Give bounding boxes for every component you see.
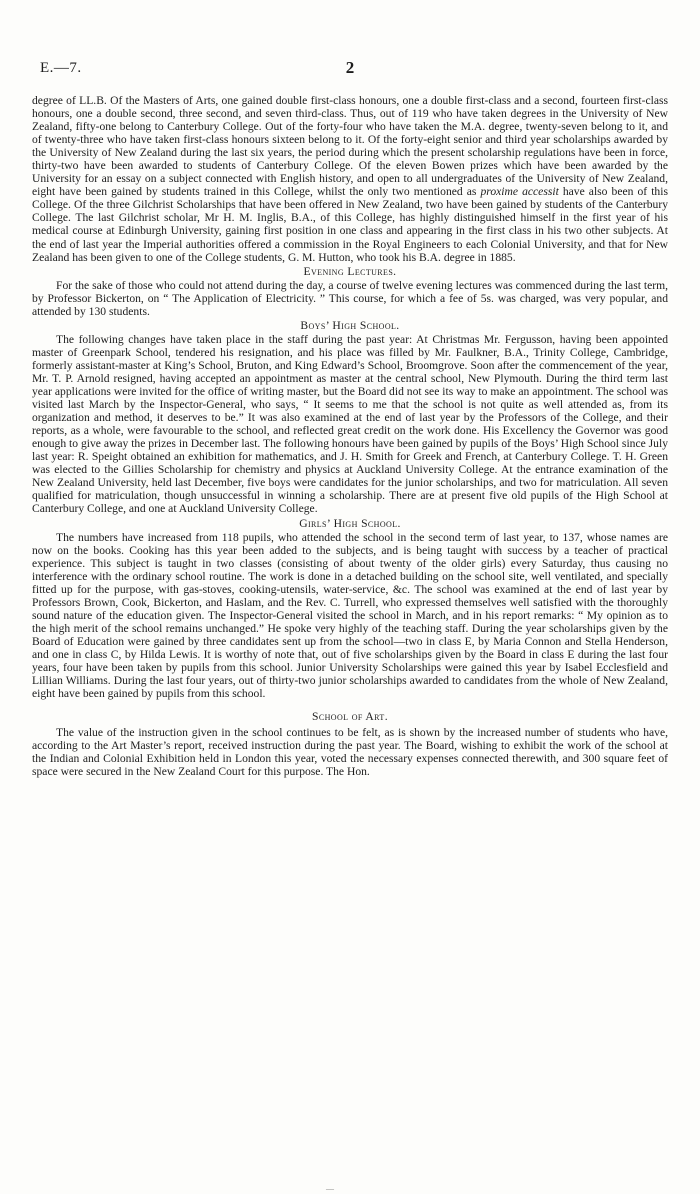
school-of-art-paragraph: The value of the instruction given in the school continues to be felt, as is shown by the increased number of students who have, according to the Art Master’s report, received instruction during the past year. The Board, wishing to exhibit the work of the school at the Indian and Colonial Exhibition held in London this year, voted the necessary expenses connected therewith, and 300 square feet of space were secured in the New Zealand Court for this purpose. The Hon. xyxy=(32,726,668,779)
girls-high-school-heading: Girls’ High School. xyxy=(299,516,401,530)
intro-italic-phrase: proxime accessit xyxy=(480,185,559,199)
evening-lectures-heading: Evening Lectures. xyxy=(303,264,397,278)
boys-high-school-paragraph: The following changes have taken place in the staff during the past year: At Christmas Mr. Fergusson, having been appointed master of Greenpark School, tendered his resignation, and his place was filled by Mr. Faulkner, B.A., Trinity College, Cambridge, formerly assistant-master at King’s School, Bruton, and King Edward’s School, Broomgrove. Soon after the commencement of the year, Mr. T. P. Arnold resigned, having accepted an appointment as master at the central school, New Plymouth. During the third term last year applications were invited for the office of writing master, but the Board did not see its way to make an appointment. The school was visited last March by the Inspector-General, who says, “ It seems to me that the school is not quite as well attended as, from its organization and method, it deserves to be.” It was also examined at the end of last year by the Professors of the College, and their reports, as a whole, were favourable to the school, and reflected great credit on the work done. His Excellency the Governor was good enough to give away the prizes in December last. The following honours have been gained by pupils of the Boys’ High School since July last year: R. Speight obtained an exhibition for mathematics, and J. H. Smith for Greek and French, at Canterbury College. T. H. Green was elected to the Gillies Scholarship for chemistry and physics at Auckland University College. At the entrance examination of the New Zealand University, held last December, five boys were candidates for the junior scholarships, and two for matriculation. All seven qualified for matriculation, though unsuccessful in winning a scholarship. There are at present five old pupils of the High School at Canterbury College, and one at Auckland University College. xyxy=(32,332,668,516)
intro-text-part-2: have also been of this College. Of the three Gilchrist Scholarships that have been offered in New Zealand, two have been gained by students of the Canterbury College. The last Gilchrist scholar, Mr H. M. Inglis, B.A., of this College, has highly distinguished himself in the first year of his medical course at Edinburgh University, gaining first position in one class and appearing in the first class in his two other subjects. At the end of last year the Imperial authorities offered a commission in the Royal Engineers to each Colonial University, and that for New Zealand has been given to one of the College students, G. M. Hutton, who took his B.A. degree in 1885. xyxy=(32,185,668,264)
evening-lectures-paragraph: For the sake of those who could not attend during the day, a course of twelve evening lectures was commenced during the last term, by Professor Bickerton, on “ The Application of Electricity. ” This course, for which a fee of 5s. was charged, was very popular, and attended by 130 students. xyxy=(32,278,668,318)
page-header xyxy=(40,60,660,80)
page-number: 2 xyxy=(345,58,355,77)
document-reference: E.—7. xyxy=(40,60,82,76)
intro-paragraph xyxy=(32,94,668,264)
intro-text-part-1: degree of LL.B. Of the Masters of Arts, one gained double first-class honours, one a double first-class and a second, fourteen first-class honours, one a double second, three second, and seven third-class. Thus, out of 119 who have taken degrees in the University of New Zealand, fifty-one belong to Canterbury College. Out of the forty-four who have taken the M.A. degree, twenty-seven belong to it, and of twenty-three who have taken first-class honours sixteen belong to it. Of the forty-eight senior and third year scholarships awarded by the University of New Zealand during the last six years, the period during which the present scholarship regulations have been in force, thirty-two have been awarded to students of Canterbury College. Of the eleven Bowen prizes which have been awarded by the University for an essay on a subject connected with English history, and open to all undergraduates of the University of New Zealand, eight have been gained by students trained in this College, whilst the only two mentioned as xyxy=(32,94,668,199)
page-body xyxy=(32,94,668,778)
girls-high-school-paragraph: The numbers have increased from 118 pupils, who attended the school in the second term of last year, to 137, whose names are now on the books. Cooking has this year been added to the subjects, and is being taught with success by a teacher of practical experience. This subject is taught in two classes (consisting of about twenty of the older girls) every Saturday, thus causing no interference with the ordinary school routine. The work is done in a detached building on the school site, well ventilated, and specially fitted up for the purpose, with gas-stoves, cooking-utensils, water-service, &c. The school was examined at the end of last year by Professors Brown, Cook, Bickerton, and Haslam, and the Rev. C. Turrell, who expressed themselves well satisfied with the thoroughly sound nature of the education given. The Inspector-General visited the school in March, and in his report remarks: “ My opinion as to the high merit of the school remains unchanged.” He spoke very highly of the teaching staff. During the year scholarships given by the Board of Education were gained by three candidates sent up from the school—two in class E, by Maria Connon and Stella Henderson, and one in class C, by Hilda Lewis. It is worthy of note that, out of five scholarships given by the Board in class E during the last four years, four have been taken by pupils from this school. Junior University Scholarships were gained this year by Isabel Ecclesfield and Lillian Williams. During the last four years, out of thirty-two junior scholarships awarded to candidates from the whole of New Zealand, eight have been gained by pupils from this school. xyxy=(32,530,668,701)
school-of-art-heading: School of Art. xyxy=(312,710,388,724)
boys-high-school-heading: Boys’ High School. xyxy=(300,318,400,332)
footer-mark: — xyxy=(326,1184,334,1193)
